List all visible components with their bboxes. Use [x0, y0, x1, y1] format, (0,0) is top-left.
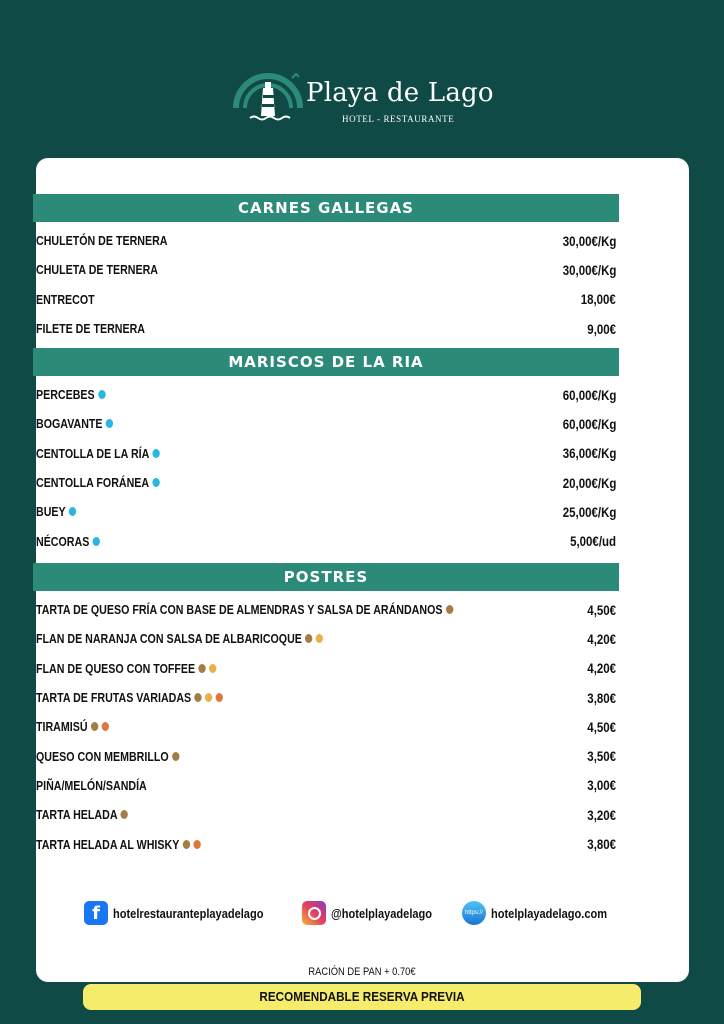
menu-section	[33, 563, 619, 859]
menu-item	[33, 468, 619, 497]
item-name	[36, 446, 160, 461]
item-price: 25,00€/Kg	[562, 503, 616, 520]
item-name	[36, 504, 76, 519]
menu-item	[33, 800, 619, 829]
gluten-icon	[121, 810, 128, 819]
nuts-icon	[193, 840, 200, 849]
item-price: 20,00€/Kg	[562, 474, 616, 491]
globe-icon: https://	[462, 901, 486, 925]
shellfish-icon	[93, 537, 100, 546]
item-price: 60,00€/Kg	[562, 415, 616, 432]
gluten-icon	[305, 634, 312, 643]
item-name-text: TARTA HELADA AL WHISKY	[36, 836, 180, 852]
gluten-icon	[446, 605, 453, 614]
reservation-banner	[83, 984, 641, 1010]
item-price: 36,00€/Kg	[562, 445, 616, 462]
website-url: hotelplayadelago.com	[490, 905, 607, 921]
egg-icon	[205, 693, 212, 702]
logo	[0, 68, 724, 138]
menu-item	[33, 314, 619, 343]
menu-item	[33, 439, 619, 468]
item-name-text: ENTRECOT	[36, 291, 95, 307]
section-title: CARNES GALLEGAS	[33, 194, 619, 222]
item-name-text: PIÑA/MELÓN/SANDÍA	[36, 777, 147, 793]
shellfish-icon	[106, 419, 113, 428]
instagram-handle: @hotelplayadelago	[331, 905, 433, 921]
gluten-icon	[194, 693, 201, 702]
facebook-icon: f	[84, 901, 108, 925]
item-name	[36, 719, 109, 734]
facebook-handle: hotelrestauranteplayadelago	[113, 905, 264, 921]
social-links	[84, 898, 644, 928]
item-name-text: CENTOLLA DE LA RÍA	[36, 445, 150, 461]
item-price: 3,80€	[587, 836, 616, 853]
gluten-icon	[172, 752, 179, 761]
menu-item	[33, 380, 619, 409]
item-name	[36, 534, 100, 549]
item-price: 4,20€	[587, 630, 616, 647]
item-price: 3,00€	[587, 777, 616, 794]
item-name	[36, 807, 128, 822]
item-price: 30,00€/Kg	[562, 261, 616, 278]
item-name	[36, 837, 201, 852]
item-name	[36, 778, 147, 793]
item-price: 9,00€	[587, 320, 616, 337]
item-name-text: TARTA HELADA	[36, 807, 118, 823]
menu-item	[33, 683, 619, 712]
menu-item	[33, 624, 619, 653]
item-name	[36, 690, 223, 705]
shellfish-icon	[98, 390, 105, 399]
menu-section	[33, 348, 619, 556]
shellfish-icon	[69, 507, 76, 516]
item-name-text: FILETE DE TERNERA	[36, 321, 145, 337]
item-name	[36, 292, 95, 307]
item-name-text: NÉCORAS	[36, 533, 90, 549]
item-name-text: QUESO CON MEMBRILLO	[36, 748, 169, 764]
menu-item	[33, 255, 619, 284]
menu-item	[33, 712, 619, 741]
item-price: 3,80€	[587, 689, 616, 706]
nuts-icon	[216, 693, 223, 702]
item-name	[36, 475, 160, 490]
item-price: 5,00€/ud	[570, 533, 616, 550]
menu-item	[33, 526, 619, 555]
brand-subtitle: HOTEL - RESTAURANTE	[342, 114, 455, 124]
menu-item	[33, 226, 619, 255]
item-price: 60,00€/Kg	[562, 386, 616, 403]
item-name-text: TARTA DE QUESO FRÍA CON BASE DE ALMENDRAS Y SALSA DE ARÁNDANOS	[36, 602, 443, 618]
menu-item	[33, 654, 619, 683]
item-name	[36, 749, 179, 764]
item-name-text: CHULETA DE TERNERA	[36, 262, 159, 278]
menu-item	[33, 409, 619, 438]
item-name	[36, 602, 453, 617]
item-price: 30,00€/Kg	[562, 232, 616, 249]
egg-icon	[209, 664, 216, 673]
item-price: 3,20€	[587, 806, 616, 823]
item-name	[36, 661, 216, 676]
menu-item	[33, 829, 619, 858]
instagram-link[interactable]	[302, 901, 450, 925]
section-title: MARISCOS DE LA RIA	[33, 348, 619, 376]
reservation-text: RECOMENDABLE RESERVA PREVIA	[259, 989, 465, 1004]
gluten-icon	[183, 840, 190, 849]
website-link[interactable]	[462, 901, 628, 925]
item-name-text: CENTOLLA FORÁNEA	[36, 475, 150, 491]
item-price: 3,50€	[587, 748, 616, 765]
item-name-text: BUEY	[36, 504, 66, 520]
shellfish-icon	[153, 449, 160, 458]
gluten-icon	[198, 664, 205, 673]
item-price: 18,00€	[580, 291, 616, 308]
item-name	[36, 262, 158, 277]
item-price: 4,50€	[587, 718, 616, 735]
egg-icon	[316, 634, 323, 643]
item-name-text: TARTA DE FRUTAS VARIADAS	[36, 690, 192, 706]
item-name	[36, 416, 113, 431]
gluten-icon	[91, 722, 98, 731]
menu-item	[33, 285, 619, 314]
bread-note: RACIÓN DE PAN + 0.70€	[308, 966, 416, 978]
item-name-text: BOGAVANTE	[36, 416, 103, 432]
item-name-text: FLAN DE NARANJA CON SALSA DE ALBARICOQUE	[36, 631, 302, 647]
item-price: 4,20€	[587, 660, 616, 677]
menu-section	[33, 194, 619, 343]
menu-item	[33, 741, 619, 770]
item-name-text: PERCEBES	[36, 387, 95, 403]
lighthouse-logo-icon	[232, 68, 304, 128]
item-name	[36, 387, 105, 402]
nuts-icon	[101, 722, 108, 731]
item-name	[36, 631, 323, 646]
item-name-text: TIRAMISÚ	[36, 719, 88, 735]
menu-item	[33, 497, 619, 526]
instagram-icon	[302, 901, 326, 925]
shellfish-icon	[152, 478, 159, 487]
facebook-link[interactable]	[84, 901, 290, 925]
item-name	[36, 321, 145, 336]
menu-item	[33, 595, 619, 624]
item-name-text: CHULETÓN DE TERNERA	[36, 233, 168, 249]
item-name-text: FLAN DE QUESO CON TOFFEE	[36, 660, 196, 676]
menu-item	[33, 771, 619, 800]
item-price: 4,50€	[587, 601, 616, 618]
brand-name: Playa de Lago	[306, 78, 494, 108]
section-title: POSTRES	[33, 563, 619, 591]
item-name	[36, 233, 167, 248]
